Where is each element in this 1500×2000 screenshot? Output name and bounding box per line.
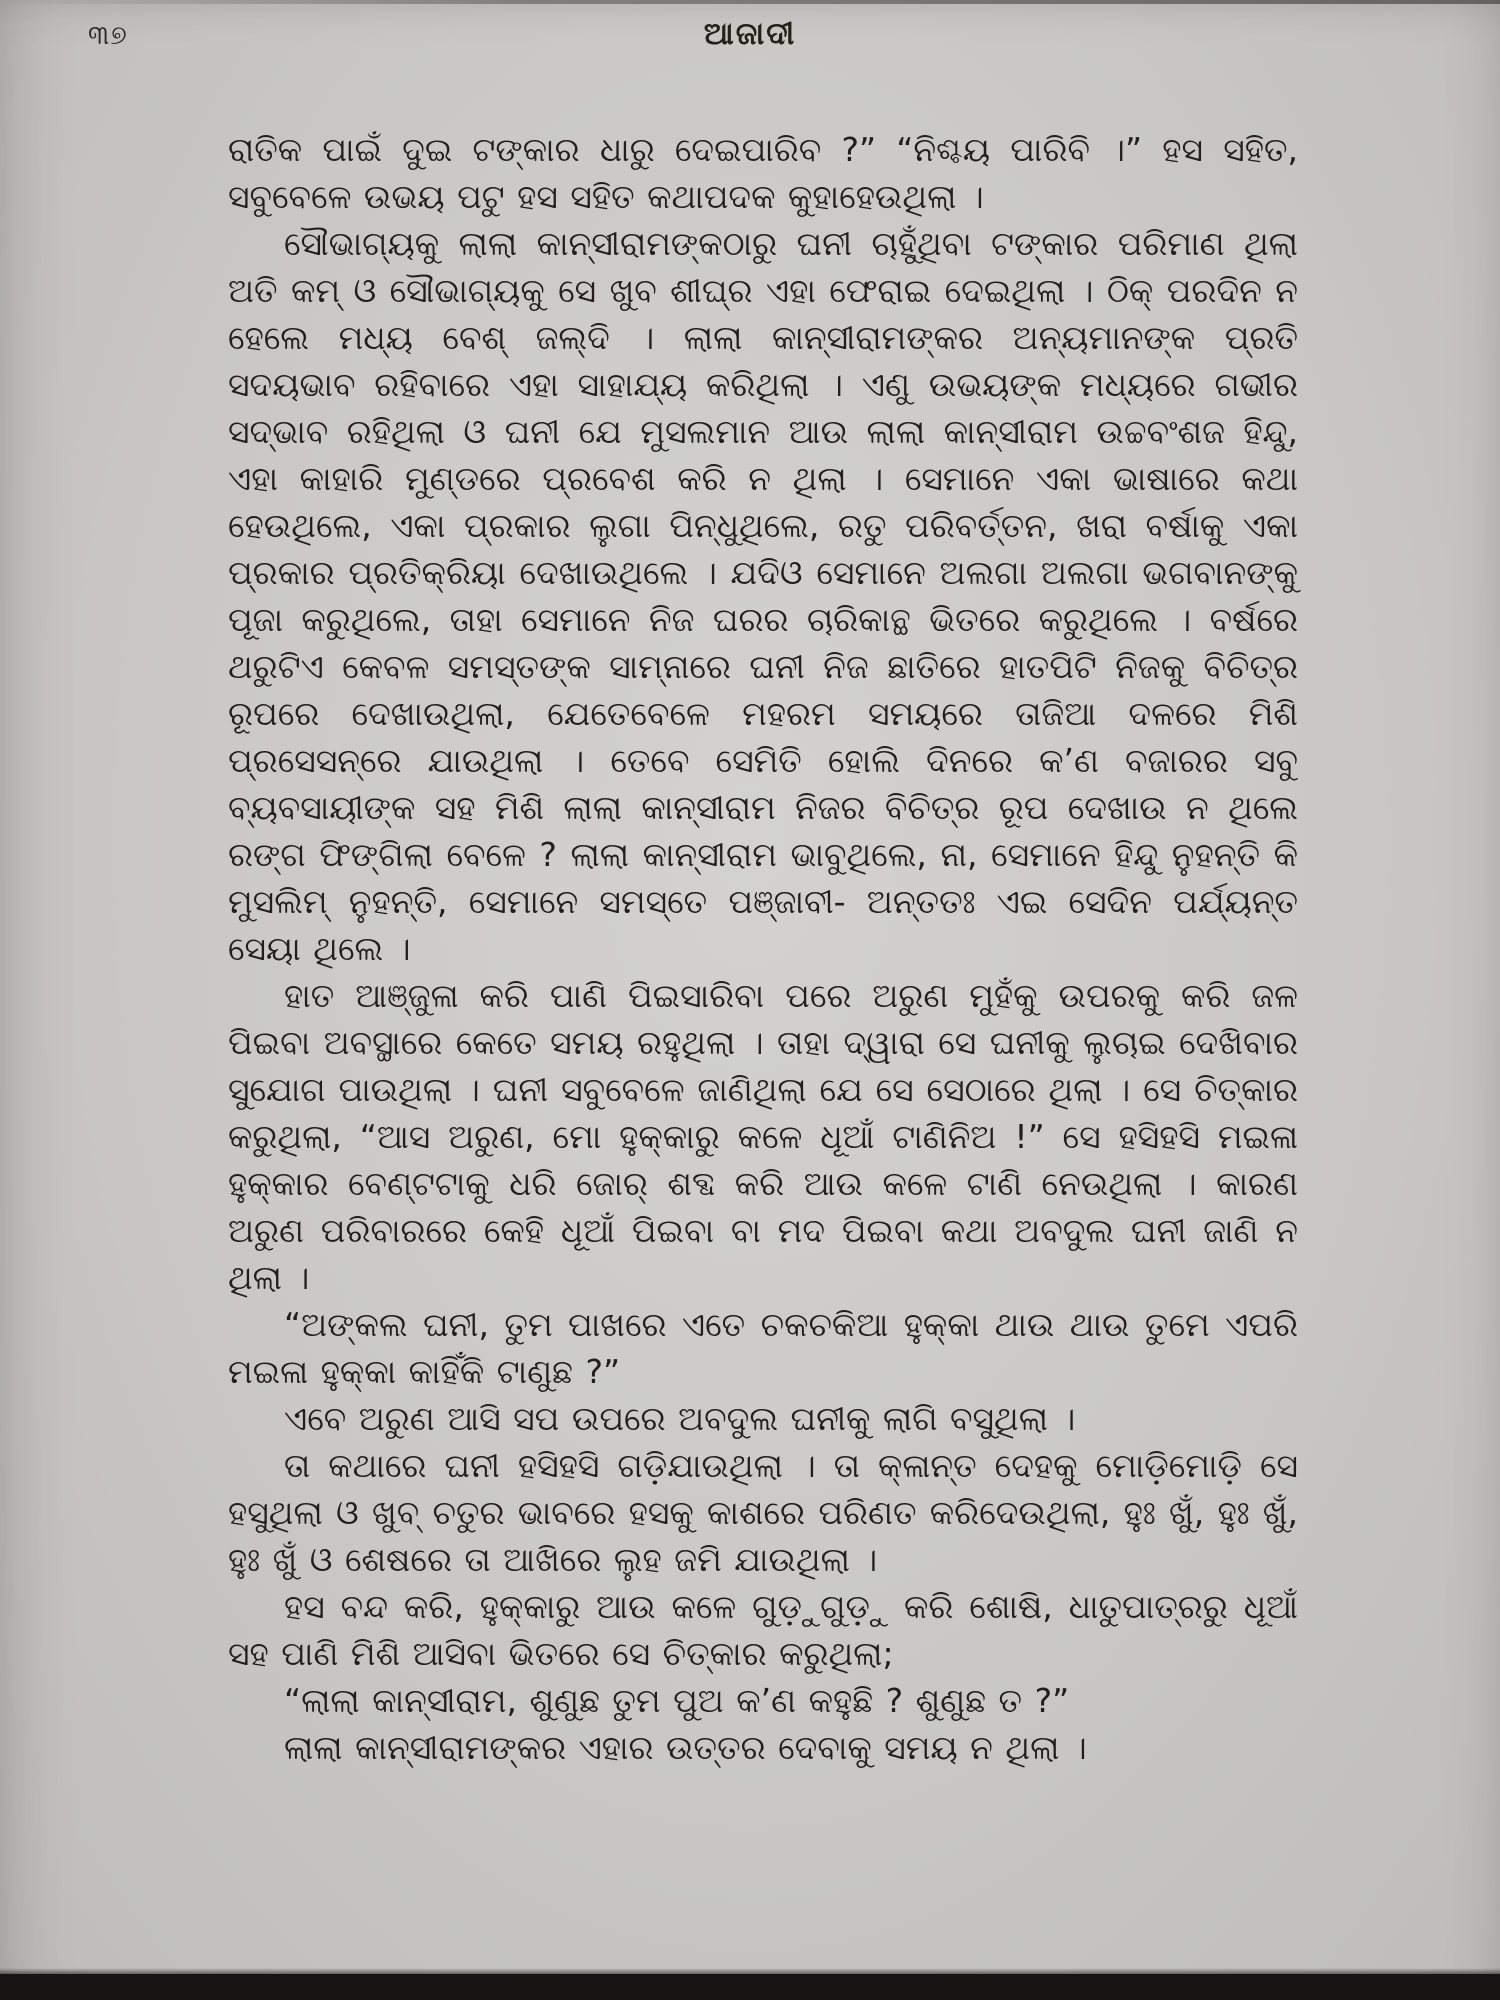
paragraph: ଏବେ ଅରୁଣ ଆସି ସପ ଉପରେ ଅବଦୁଲ ଘନୀକୁ ଲାଗି ବସୁଥିଲା । bbox=[284, 1399, 1076, 1438]
paragraph: ହାତ ଆଞ୍ଜୁଳା କରି ପାଣି ପିଇସାରିବା ପରେ ଅରୁଣ ମୁହଁକୁ ଉପରକୁ କରି ଜଳ ପିଇବା ଅବସ୍ଥାରେ କେତେ ସମୟ ରହୁଥିଲା । ତାହା ଦ୍ୱାରା ସେ ଘନୀକୁ ଲୁଚାଇ ଦେଖିବାର ସୁଯୋଗ ପାଉଥିଲା । ଘନୀ ସବୁବେଳେ ଜାଣିଥିଲା ଯେ ସେ ସେଠାରେ ଥିଲା । ସେ ଚିତ୍କାର କରୁଥିଲା, “ଆସ ଅରୁଣ, ମୋ ହୁକ୍କାରୁ କଳେ ଧୂଆଁ ଟାଣିନିଅ !” ସେ ହସିହସି ମଇଳା ହୁକ୍କାର ବେଣ୍ଟଟାକୁ ଧରି ଜୋର୍ ଶବ୍ଦ କରି ଆଉ କଳେ ଟାଣି ନେଉଥିଲା । କାରଣ ଅରୁଣ ପରିବାରରେ କେହି ଧୂଆଁ ପିଇବା ବା ମଦ ପିଇବା କଥା ଅବଦୁଲ ଘନୀ ଜାଣି ନ ଥିଲା । bbox=[228, 976, 1298, 1297]
paragraph: ଲାଲା କାନ୍ସୀରାମଙ୍କର ଏହାର ଉତ୍ତର ଦେବାକୁ ସମୟ ନ ଥିଲା । bbox=[284, 1728, 1087, 1767]
paragraph: ସୌଭାଗ୍ୟକୁ ଲାଲା କାନ୍ସୀରାମଙ୍କଠାରୁ ଘନୀ ଚାହୁଁଥିବା ଟଙ୍କାର ପରିମାଣ ଥିଲା ଅତି କମ୍ ଓ ସୌଭାଗ୍ୟକୁ ସେ ଖୁବ ଶୀଘ୍ର ଏହା ଫେରାଇ ଦେଇଥିଲା । ଠିକ୍ ପରଦିନ ନ ହେଲେ ମଧ୍ୟ ବେଶ୍ ଜଲ୍ଦି । ଲାଲା କାନ୍ସୀରାମଙ୍କର ଅନ୍ୟମାନଙ୍କ ପ୍ରତି ସଦୟଭାବ ରହିବାରେ ଏହା ସାହାଯ୍ୟ କରିଥିଲା । ଏଣୁ ଉଭୟଙ୍କ ମଧ୍ୟରେ ଗଭୀର ସଦ୍ଭାବ ରହିଥିଲା ଓ ଘନୀ ଯେ ମୁସଲମାନ ଆଉ ଲାଲା କାନ୍ସୀରାମ ଉଚ୍ଚବଂଶଜ ହିନ୍ଦୁ, ଏହା କାହାରି ମୁଣ୍ଡରେ ପ୍ରବେଶ କରି ନ ଥିଲା । ସେମାନେ ଏକା ଭାଷାରେ କଥା ହେଉଥିଲେ, ଏକା ପ୍ରକାର ଲୁଗା ପିନ୍ଧୁଥିଲେ, ରତୁ ପରିବର୍ତ୍ତନ, ଖରା ବର୍ଷାକୁ ଏକା ପ୍ରକାର ପ୍ରତିକ୍ରିୟା ଦେଖାଉଥିଲେ । ଯଦିଓ ସେମାନେ ଅଲଗା ଅଲଗା ଭଗବାନଙ୍କୁ ପୂଜା କରୁଥିଲେ, ତାହା ସେମାନେ ନିଜ ଘରର ଚାରିକାନ୍ଥ ଭିତରେ କରୁଥିଲେ । ବର୍ଷରେ ଥରୁଟିଏ କେବଳ ସମସ୍ତଙ୍କ ସାମ୍ନାରେ ଘନୀ ନିଜ ଛାତିରେ ହାତପିଟି ନିଜକୁ ବିଚିତ୍ର ରୂପରେ ଦେଖାଉଥିଲା, ଯେତେବେଳେ ମହରମ ସମୟରେ ତାଜିଆ ଦଳରେ ମିଶି ପ୍ରସେସନ୍‌ରେ ଯାଉଥିଲା । ତେବେ ସେମିତି ହୋଲି ଦିନରେ କ’ଣ ବଜାରର ସବୁ ବ୍ୟବସାୟୀଙ୍କ ସହ ମିଶି ଲାଲା କାନ୍ସୀରାମ ନିଜର ବିଚିତ୍ର ରୂପ ଦେଖାଉ ନ ଥିଲେ ରଙ୍ଗ ଫିଙ୍ଗିଲା ବେଳେ ? ଲାଲା କାନ୍ସୀରାମ ଭାବୁଥିଲେ, ନା, ସେମାନେ ହିନ୍ଦୁ ନୁହନ୍ତି କି ମୁସଲିମ୍ ନୁହନ୍ତି, ସେମାନେ ସମସ୍ତେ ପଞ୍ଜାବୀ- ଅନ୍ତତଃ ଏଇ ସେଦିନ ପର୍ଯ୍ୟନ୍ତ ସେୟା ଥିଲେ । bbox=[228, 224, 1298, 968]
paragraph: ରାତିକ ପାଇଁ ଦୁଇ ଟଙ୍କାର ଧାରୁ ଦେଇପାରିବ ?” “ନିଶ୍ଚୟ ପାରିବି ।” ହସ ସହିତ, ସବୁବେଳେ ଉଭୟ ପଟୁ ହସ ସହିତ କଥାପଦକ କୁହାହେଉଥିଲା । bbox=[228, 130, 1298, 216]
paragraph: ତା କଥାରେ ଘନୀ ହସିହସି ଗଡ଼ିଯାଉଥିଲା । ତା କ୍ଳାନ୍ତ ଦେହକୁ ମୋଡ଼ିମୋଡ଼ି ସେ ହସୁଥିଲା ଓ ଖୁବ୍ ଚତୁର ଭାବରେ ହସକୁ କାଶରେ ପରିଣତ କରିଦେଉଥିଲା, ହୁଃ ଖୁଁ, ହୁଃ ଖୁଁ, ହୁଃ ଖୁଁ ଓ ଶେଷରେ ତା ଆଖିରେ ଲୁହ ଜମି ଯାଉଥିଲା । bbox=[228, 1446, 1298, 1579]
body-text-block bbox=[228, 126, 1298, 1771]
paragraph: ହସ ବନ୍ଦ କରି, ହୁକ୍କାରୁ ଆଉ କଳେ ଗୁଡ଼ୁଗୁଡ଼ୁ କରି ଶୋଷି, ଧାତୁପାତ୍ରରୁ ଧୂଆଁ ସହ ପାଣି ମିଶି ଆସିବା ଭିତରେ ସେ ଚିତ୍କାର କରୁଥିଲା; bbox=[228, 1587, 1298, 1673]
page-number: ୩୭ bbox=[88, 20, 128, 51]
page-header-title: ଆଜାଦୀ bbox=[703, 16, 797, 52]
paragraph: “ଅଙ୍କଲ ଘନୀ, ତୁମ ପାଖରେ ଏତେ ଚକଚକିଆ ହୁକ୍କା ଥାଉ ଥାଉ ତୁମେ ଏପରି ମଇଳା ହୁକ୍କା କାହିଁକି ଟାଣୁଛ ?” bbox=[228, 1305, 1298, 1391]
paragraph: “ଲାଲା କାନ୍ସୀରାମ, ଶୁଣୁଛ ତୁମ ପୁଅ କ’ଣ କହୁଛି ? ଶୁଣୁଛ ତ ?” bbox=[284, 1681, 1070, 1720]
scan-artifact-top-edge bbox=[0, 0, 1500, 4]
scan-artifact-bottom-edge bbox=[0, 1974, 1500, 2000]
